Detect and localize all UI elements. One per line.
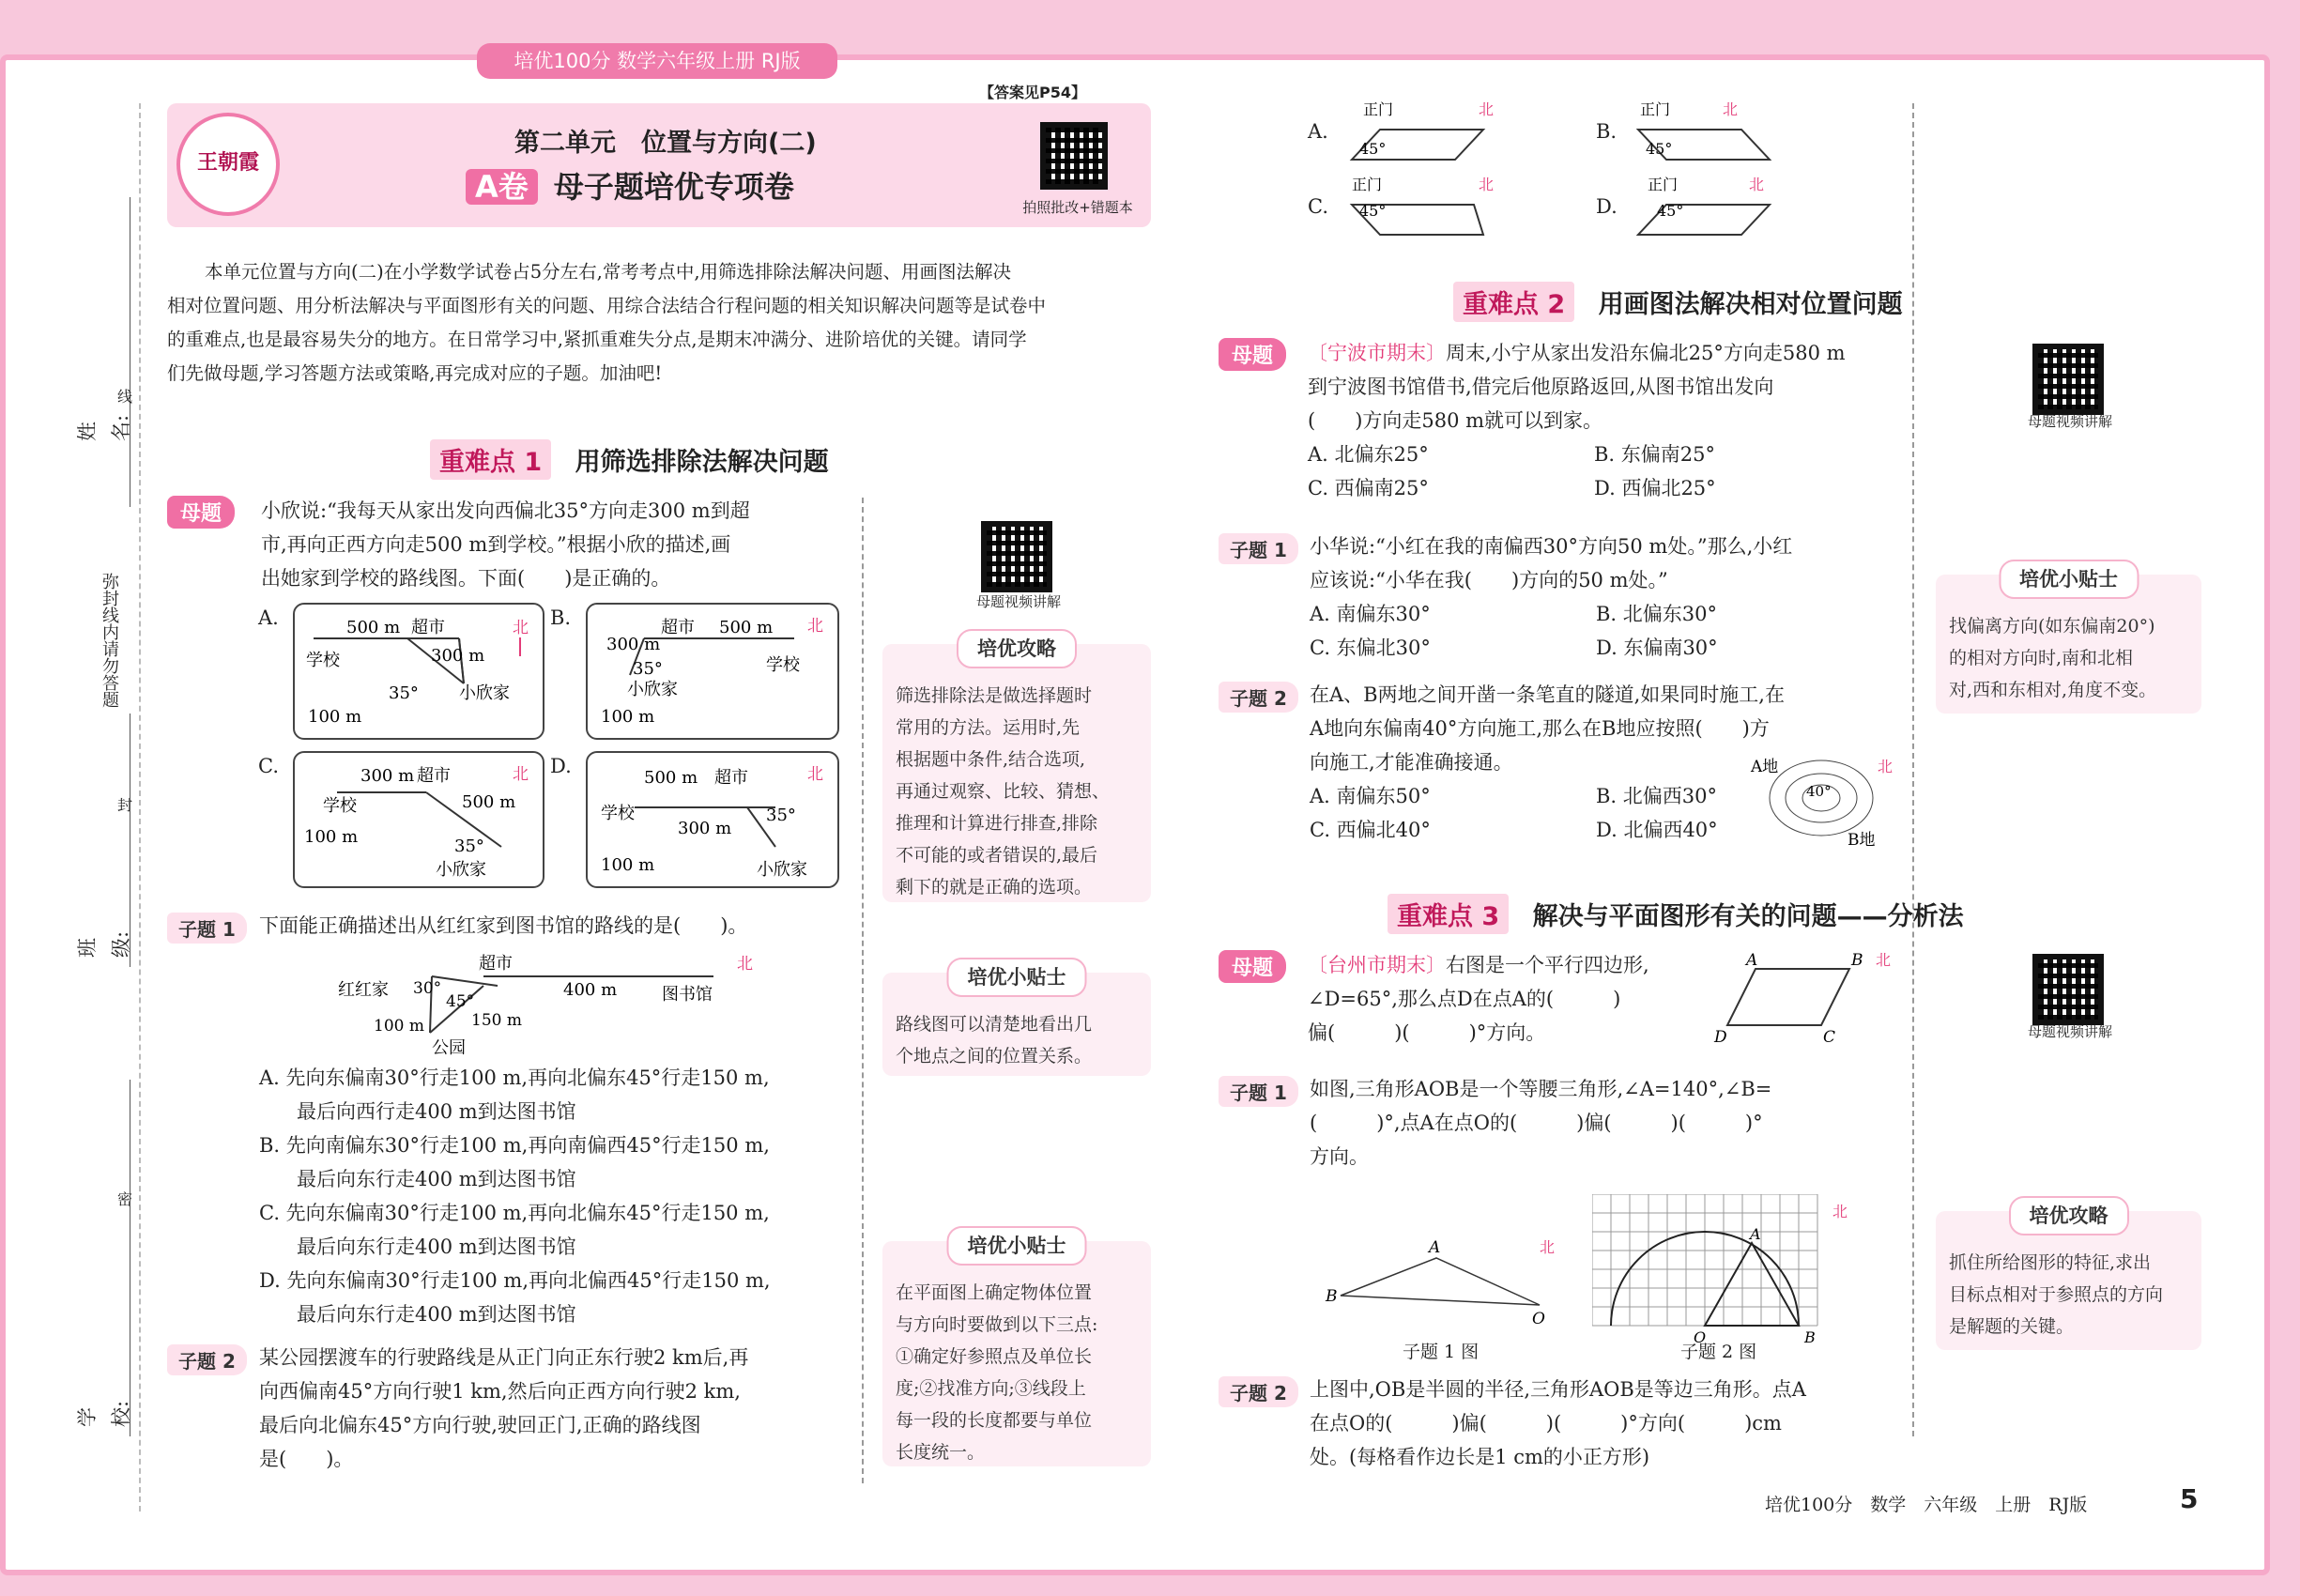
intro-paragraph — [167, 255, 1153, 391]
svg-text:A地: A地 — [1751, 758, 1779, 776]
home-label: 小欣家 — [627, 680, 678, 699]
intro-line: 们先做母题,学习答题方法或策略,再完成对应的子题。加油吧! — [167, 362, 663, 384]
section-3-title: 解决与平面图形有关的问题——分析法 — [1532, 902, 1964, 931]
qr-code[interactable] — [1040, 122, 1108, 190]
notice-text: 弥封线内请勿答题 — [100, 573, 119, 708]
sub1-options — [259, 1061, 851, 1331]
svg-text:40°: 40° — [1806, 783, 1832, 800]
svg-text:45°: 45° — [1359, 140, 1387, 158]
svg-text:北: 北 — [1540, 1238, 1556, 1256]
svg-text:45°: 45° — [1646, 140, 1673, 158]
option-line: D. 先向东偏南30°行走100 m,再向北偏西45°行走150 m, — [259, 1269, 771, 1292]
route-figure-b — [1629, 98, 1835, 173]
source-tag: 〔台州市期末〕 — [1308, 954, 1446, 976]
dist-label: 300 m — [360, 766, 415, 786]
market-label: 超市 — [417, 766, 451, 786]
class-label: 班级: — [76, 930, 132, 958]
figure-sub2-grid — [1592, 1194, 1874, 1344]
scale-label: 100 m — [601, 707, 655, 727]
svg-text:北: 北 — [1723, 100, 1739, 118]
q-line: 市,再向正西方向走500 m到学校。”根据小欣的描述,画 — [261, 533, 731, 556]
place-label: 超市 — [479, 954, 513, 974]
mother-badge-3: 母题 — [1219, 950, 1286, 983]
home-label: 小欣家 — [459, 683, 510, 703]
option-line: B. 先向南偏东30°行走100 m,再向南偏西45°行走150 m, — [259, 1134, 770, 1157]
north-label: 北 — [737, 955, 753, 974]
qr-caption: 母题视频讲解 — [975, 593, 1061, 610]
dist-label: 400 m — [563, 980, 618, 1000]
q-line: 是( )。 — [259, 1448, 354, 1470]
north-label: 北 — [807, 617, 823, 636]
sub-badge-2-1: 子题 1 — [1219, 533, 1298, 564]
binding-margin — [38, 188, 133, 1427]
dist-label: 500 m — [644, 768, 698, 788]
sub-badge-1: 子题 1 — [167, 913, 247, 944]
mother-badge-1: 母题 — [167, 496, 235, 529]
section-1-label: 重难点 1 — [430, 439, 551, 480]
place-label: 图书馆 — [662, 985, 713, 1005]
sub-badge-3-2: 子题 2 — [1219, 1376, 1298, 1407]
sub-question-3-1: 如图,三角形AOB是一个等腰三角形,∠A=140°,∠B= ( )°,点A在点O的( )偏( )( )° 方向。 — [1310, 1078, 1772, 1168]
diagram-b-svg — [588, 605, 841, 742]
svg-text:北: 北 — [1479, 176, 1495, 193]
sub-badge-2: 子题 2 — [167, 1344, 247, 1375]
svg-text:正门: 正门 — [1648, 176, 1679, 193]
section-2-label: 重难点 2 — [1453, 282, 1574, 322]
unit-title: 第二单元 位置与方向(二) — [514, 129, 817, 158]
scale-label: 100 m — [601, 855, 655, 875]
svg-text:正门: 正门 — [1640, 100, 1671, 118]
q-line: 出她家到学校的路线图。下面( )是正确的。 — [261, 567, 671, 590]
section-3-heading — [1388, 894, 1964, 934]
route-option-a: A. — [1308, 120, 1328, 143]
figure-sub1 — [1324, 1230, 1568, 1333]
option-c-label: C. — [258, 755, 279, 777]
option-a-label: A. — [258, 606, 279, 629]
tip-box-route: 培优小贴士 路线图可以清楚地看出几 个地点之间的位置关系。 — [882, 973, 1151, 1076]
figure-2-caption: 子题 2 图 — [1680, 1342, 1757, 1362]
angle-label: 35° — [454, 836, 484, 856]
q-line: 最后向北偏东45°方向行驶,驶回正门,正确的路线图 — [259, 1414, 701, 1436]
tip-title: 培优小贴士 — [947, 958, 1087, 997]
svg-text:B: B — [1804, 1328, 1816, 1344]
svg-text:O: O — [1532, 1310, 1545, 1328]
school-label: 学校 — [306, 651, 340, 670]
svg-text:北: 北 — [1749, 176, 1765, 193]
tip-title: 培优小贴士 — [1999, 560, 2139, 599]
sub-badge-2-2: 子题 2 — [1219, 682, 1298, 713]
option-line: C. 先向东偏南30°行走100 m,再向北偏东45°行走150 m, — [259, 1202, 770, 1224]
svg-text:北: 北 — [1876, 951, 1892, 969]
svg-text:C: C — [1823, 1028, 1836, 1044]
dist-label: 300 m — [678, 819, 732, 838]
route-figure-c — [1342, 173, 1549, 248]
option-line: 最后向东行走400 m到达图书馆 — [297, 1303, 576, 1326]
svg-text:D: D — [1714, 1028, 1727, 1044]
dist-label: 300 m — [606, 635, 661, 654]
column-divider — [862, 498, 864, 1483]
diagram-a-svg — [295, 605, 546, 742]
tip-title: 培优小贴士 — [947, 1226, 1087, 1266]
tunnel-map — [1746, 751, 1906, 854]
intro-line: 的重难点,也是最容易失分的地方。在日常学习中,紧抓重难失分点,是期末冲满分、进阶培优的关键。请同学 — [167, 329, 1027, 350]
place-label: 红红家 — [338, 980, 389, 1000]
figure-1-caption: 子题 1 图 — [1403, 1342, 1480, 1362]
qr-mother-2[interactable] — [2032, 344, 2104, 415]
option-line: 最后向东行走400 m到达图书馆 — [297, 1168, 576, 1190]
qr-caption: 拍照批改+错题本 — [1022, 199, 1133, 216]
qr-mother-3[interactable] — [2032, 954, 2104, 1025]
qr-caption: 母题视频讲解 — [2027, 1023, 2112, 1040]
dist-label: 150 m — [471, 1011, 522, 1030]
option-line: A. 先向东偏南30°行走100 m,再向北偏东45°行走150 m, — [259, 1067, 770, 1089]
diagram-option-d — [586, 751, 839, 888]
home-label: 小欣家 — [436, 860, 486, 880]
svg-text:北: 北 — [1878, 758, 1894, 775]
market-label: 超市 — [661, 618, 695, 637]
header-tab: 培优100分 数学六年级上册 RJ版 — [477, 43, 837, 79]
tip-title: 培优攻略 — [957, 629, 1077, 668]
school-label: 学校: — [76, 1400, 132, 1427]
dist-label: 300 m — [431, 646, 485, 666]
svg-text:A: A — [1746, 951, 1758, 970]
answer-ref: 【答案见P54】 — [979, 84, 1086, 101]
parallelogram-figure — [1709, 950, 1896, 1044]
seal-mark: 封 — [117, 796, 133, 814]
right-column-divider — [1912, 103, 1914, 1436]
route-diagram — [329, 948, 770, 1056]
option-line: 最后向东行走400 m到达图书馆 — [297, 1235, 576, 1258]
mother-question-1 — [261, 494, 852, 595]
angle-label: 35° — [389, 683, 419, 703]
q-line: 向西偏南45°方向行驶1 km,然后向正西方向行驶2 km, — [259, 1380, 741, 1403]
route-option-c: C. — [1308, 195, 1328, 218]
tip-title: 培优攻略 — [2009, 1196, 2129, 1235]
sub-question-2-2: 在A、B两地之间开凿一条笔直的隧道,如果同时施工,在 A地向东偏南40°方向施工,那么在B地应按照( )方 向施工,才能准确接通。 A. 南偏东50° B. 北偏西30° C. 西偏北40° D. 北偏西40° — [1310, 683, 1785, 841]
intro-line: 相对位置问题、用分析法解决与平面图形有关的问题、用综合法结合行程问题的相关知识解决问题等是试卷中 — [167, 295, 1047, 316]
svg-text:A: A — [1750, 1225, 1761, 1243]
dist-label: 500 m — [719, 618, 774, 637]
school-label: 学校 — [601, 804, 635, 823]
section-1-title: 用筛选排除法解决问题 — [575, 448, 829, 477]
sub-question-3-2: 上图中,OB是半圆的半径,三角形AOB是等边三角形。点A 在点O的( )偏( )( )°方向( )cm 处。(每格看作边长是1 cm的小正方形) — [1310, 1378, 1806, 1468]
line-mark: 线 — [117, 388, 133, 406]
fold-line — [139, 103, 141, 1512]
svg-text:正门: 正门 — [1352, 176, 1383, 193]
svg-text:45°: 45° — [1657, 202, 1684, 220]
section-2-heading — [1453, 282, 1903, 322]
section-3-label: 重难点 3 — [1388, 894, 1509, 934]
tip-box-analysis: 培优攻略 抓住所给图形的特征,求出 目标点相对于参照点的方向 是解题的关键。 — [1936, 1211, 2201, 1350]
angle-label: 35° — [633, 659, 663, 679]
page-number: 5 — [2180, 1483, 2199, 1514]
volume-title — [466, 163, 794, 207]
footer-text: 培优100分 数学 六年级 上册 RJ版 — [1765, 1495, 2088, 1515]
angle-label: 35° — [766, 806, 796, 825]
home-label: 小欣家 — [757, 860, 807, 880]
option-b-label: B. — [550, 606, 572, 629]
dist-label: 500 m — [462, 792, 516, 812]
option-line: 最后向西行走400 m到达图书馆 — [297, 1100, 576, 1123]
route-figure-a — [1342, 98, 1549, 173]
market-label: 超市 — [714, 768, 748, 788]
diagram-c-svg — [295, 753, 546, 890]
tip-box-relative: 培优小贴士 找偏离方向(如东偏南20°) 的相对方向时,南和北相 对,西和东相对,角度不变。 — [1936, 575, 2201, 714]
scale-label: 100 m — [304, 827, 359, 847]
sub-question-1: 下面能正确描述出从红红家到图书馆的路线的是( )。 — [259, 914, 748, 937]
diagram-option-c — [293, 751, 544, 888]
svg-text:B: B — [1326, 1287, 1338, 1306]
q-line: 某公园摆渡车的行驶路线是从正门向正东行驶2 km后,再 — [259, 1346, 749, 1369]
diagram-option-a — [293, 603, 544, 740]
svg-text:北: 北 — [1832, 1203, 1848, 1220]
north-label: 北 — [807, 765, 823, 784]
svg-text:正门: 正门 — [1363, 100, 1394, 118]
route-figure-d — [1629, 173, 1835, 248]
route-option-b: B. — [1596, 120, 1618, 143]
sub-question-2 — [259, 1341, 851, 1476]
angle-label: 45° — [446, 992, 475, 1011]
north-label: 北 — [513, 619, 529, 637]
svg-text:北: 北 — [1479, 100, 1495, 118]
diagram-d-svg — [588, 753, 841, 890]
svg-text:B地: B地 — [1848, 831, 1876, 850]
diagram-option-b — [586, 603, 839, 740]
tip-box-plane: 培优小贴士 在平面图上确定物体位置 与方向时要做到以下三点: ①确定好参照点及单位长 度;②找准方向;③线段上 每一段的长度都要与单位 长度统一。 — [882, 1241, 1151, 1466]
svg-text:O: O — [1694, 1328, 1707, 1344]
school-label: 学校 — [323, 796, 357, 816]
name-label: 姓名: — [76, 414, 132, 441]
route-option-d: D. — [1596, 195, 1618, 218]
market-label: 超市 — [411, 618, 445, 637]
mother-question-2: 〔宁波市期末〕周末,小宁从家出发沿东偏北25°方向走580 m 到宁波图书馆借书,借完后他原路返回,从图书馆出发向 ( )方向走580 m就可以到家。 A. 北偏东25° B. 东偏南25° C. 西偏南25° D. 西偏北25° — [1308, 342, 1846, 499]
source-tag: 〔宁波市期末〕 — [1308, 342, 1446, 364]
qr-mother-1[interactable] — [981, 521, 1052, 592]
paper-title: 母子题培优专项卷 — [553, 169, 794, 205]
svg-text:B: B — [1851, 951, 1863, 970]
section-2-title: 用画图法解决相对位置问题 — [1598, 290, 1903, 319]
volume-badge: A卷 — [466, 169, 538, 205]
mi-mark: 密 — [117, 1190, 133, 1208]
place-label: 公园 — [432, 1038, 466, 1056]
option-d-label: D. — [550, 755, 572, 777]
dist-label: 100 m — [374, 1017, 424, 1036]
scale-label: 100 m — [308, 707, 362, 727]
svg-text:45°: 45° — [1359, 202, 1387, 220]
school-label: 学校 — [766, 655, 800, 675]
dist-label: 500 m — [346, 618, 401, 637]
north-label: 北 — [513, 765, 529, 784]
brand-logo: 王朝霞 — [176, 113, 280, 216]
intro-line: 本单元位置与方向(二)在小学数学试卷占5分左右,常考考点中,用筛选排除法解决问题、用画图法解决 — [205, 261, 1012, 283]
mother-question-3: 〔台州市期末〕右图是一个平行四边形, ∠D=65°,那么点D在点A的( ) 偏( )( )°方向。 — [1308, 954, 1649, 1044]
tip-box-strategy: 培优攻略 筛选排除法是做选择题时 常用的方法。运用时,先 根据题中条件,结合选项, 再通过观察、比较、猜想、 推理和计算进行排查,排除 不可能的或者错误的,最后 剩下的就是正确的选项。 — [882, 644, 1151, 902]
title-banner — [167, 103, 1151, 227]
sub-question-2-1: 小华说:“小红在我的南偏西30°方向50 m处。”那么,小红 应该说:“小华在我( )方向的50 m处。” A. 南偏东30° B. 北偏东30° C. 东偏北30° D. 东偏南30° — [1310, 535, 1793, 659]
svg-text:A: A — [1429, 1238, 1441, 1257]
q-line: 小欣说:“我每天从家出发向西偏北35°方向走300 m到超 — [261, 499, 750, 522]
qr-caption: 母题视频讲解 — [2027, 413, 2112, 430]
section-1-heading — [430, 439, 829, 480]
mother-badge-2: 母题 — [1219, 338, 1286, 371]
sub-badge-3-1: 子题 1 — [1219, 1076, 1298, 1107]
angle-label: 30° — [413, 979, 442, 998]
